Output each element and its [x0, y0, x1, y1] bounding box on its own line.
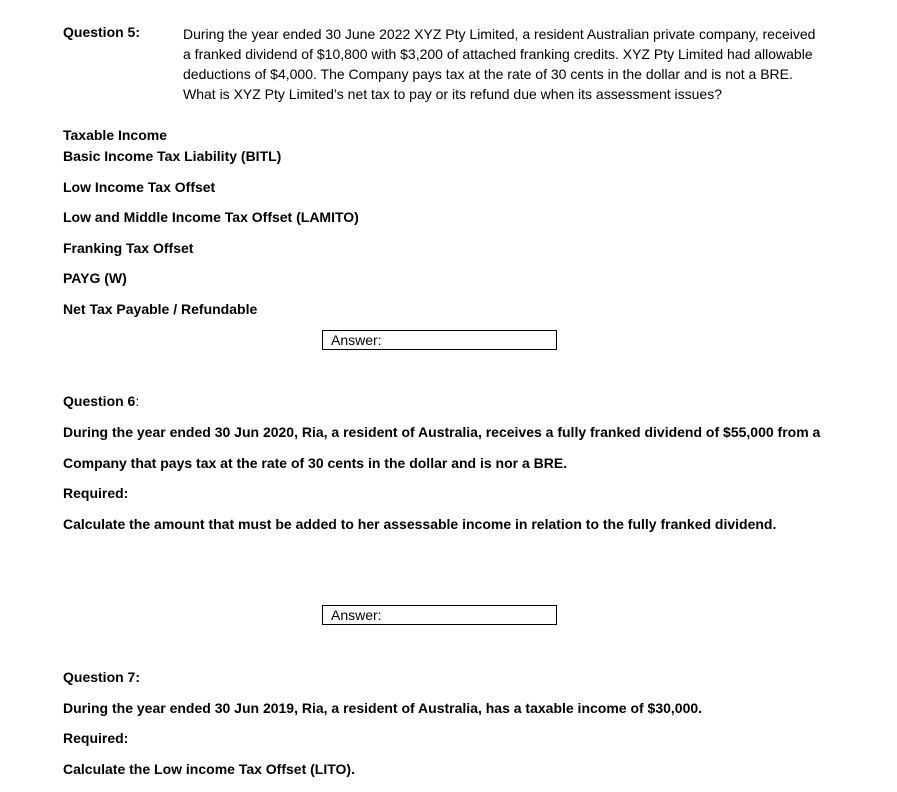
- question-5-line: a franked dividend of $10,800 with $3,200 of attached franking credits. XYZ Pty Limited had allowable: [183, 46, 813, 62]
- question-5-line: During the year ended 30 June 2022 XYZ Pty Limited, a resident Australian private company, received: [183, 26, 816, 42]
- question-6-answer-field[interactable]: [322, 605, 557, 625]
- question-6-label: [63, 393, 139, 409]
- question-5-line: deductions of $4,000. The Company pays tax at the rate of 30 cents in the dollar and is not a BRE.: [183, 66, 793, 82]
- row-low-income-tax-offset: Low Income Tax Offset: [63, 179, 216, 195]
- question-6-line: Company that pays tax at the rate of 30 cents in the dollar and is nor a BRE.: [63, 455, 568, 471]
- row-franking-tax-offset: Franking Tax Offset: [63, 240, 194, 256]
- row-net-tax-payable: Net Tax Payable / Refundable: [63, 301, 258, 317]
- question-5-label: Question 5:: [63, 24, 141, 40]
- row-payg-w: PAYG (W): [63, 270, 127, 286]
- question-5-line: What is XYZ Pty Limited’s net tax to pay or its refund due when its assessment issues?: [183, 86, 722, 102]
- question-7-required: Required:: [63, 730, 129, 746]
- row-taxable-income: Taxable Income: [63, 127, 168, 143]
- answer-label: Answer:: [331, 607, 382, 623]
- question-5-answer-field[interactable]: [322, 330, 557, 350]
- answer-label: Answer:: [331, 332, 382, 348]
- row-lamito: Low and Middle Income Tax Offset (LAMITO): [63, 209, 359, 225]
- row-bitl: Basic Income Tax Liability (BITL): [63, 148, 282, 164]
- question-7-label: Question 7:: [63, 669, 141, 685]
- question-6-instruction: Calculate the amount that must be added to her assessable income in relation to the fully franked dividend.: [63, 516, 777, 532]
- question-6-line: During the year ended 30 Jun 2020, Ria, a resident of Australia, receives a fully franked dividend of $55,000 from a: [63, 424, 821, 440]
- question-6-label-colon: :: [135, 393, 140, 409]
- question-6-required: Required:: [63, 485, 129, 501]
- question-5-text: [183, 24, 883, 104]
- question-7-instruction: Calculate the Low income Tax Offset (LITO).: [63, 761, 355, 777]
- question-7-line: During the year ended 30 Jun 2019, Ria, a resident of Australia, has a taxable income of $30,000.: [63, 700, 703, 716]
- question-6-label-text: Question 6: [63, 393, 136, 409]
